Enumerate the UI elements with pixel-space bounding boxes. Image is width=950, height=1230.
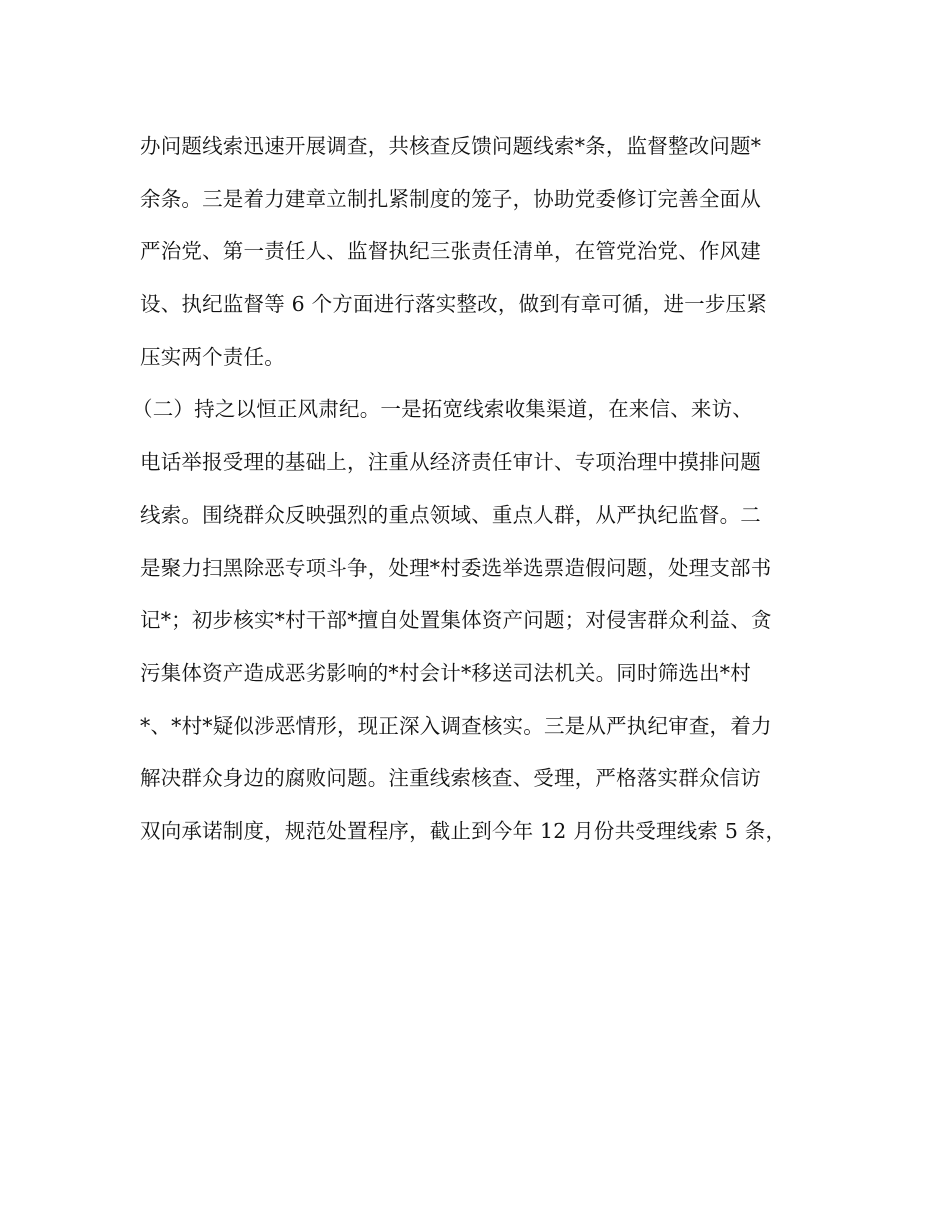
text-line: 双向承诺制度，规范处置程序，截止到今年 12 月份共受理线索 5 条，: [140, 818, 787, 843]
text-line: 记*；初步核实*村干部*擅自处置集体资产问题；对侵害群众利益、贪: [140, 608, 772, 633]
text-line: 余条。三是着力建章立制扎紧制度的笼子，协助党委修订完善全面从: [140, 186, 761, 211]
section-heading-line: （二）持之以恒正风肃纪。一是拓宽线索收集渠道，在来信、来访、: [132, 397, 753, 422]
body-text: [132, 120, 820, 858]
text-line: 是聚力扫黑除恶专项斗争，处理*村委选举选票造假问题，处理支部书: [140, 555, 772, 580]
text-line: 污集体资产造成恶劣影响的*村会计*移送司法机关。同时筛选出*村: [140, 660, 751, 685]
text-line: 解决群众身边的腐败问题。注重线索核查、受理，严格落实群众信访: [140, 766, 761, 791]
text-line: 设、执纪监督等 6 个方面进行落实整改，做到有章可循，进一步压紧: [140, 292, 767, 317]
text-line: 压实两个责任。: [140, 344, 285, 369]
text-line: 办问题线索迅速开展调查，共核查反馈问题线索*条，监督整改问题*: [140, 134, 762, 158]
text-line: *、*村*疑似涉恶情形，现正深入调查核实。三是从严执纪审查，着力: [140, 713, 772, 738]
text-line: 严治党、第一责任人、监督执纪三张责任清单，在管党治党、作风建: [140, 239, 761, 264]
text-line: 电话举报受理的基础上，注重从经济责任审计、专项治理中摸排问题: [140, 450, 761, 475]
text-line: 线索。围绕群众反映强烈的重点领域、重点人群，从严执纪监督。二: [140, 502, 761, 527]
